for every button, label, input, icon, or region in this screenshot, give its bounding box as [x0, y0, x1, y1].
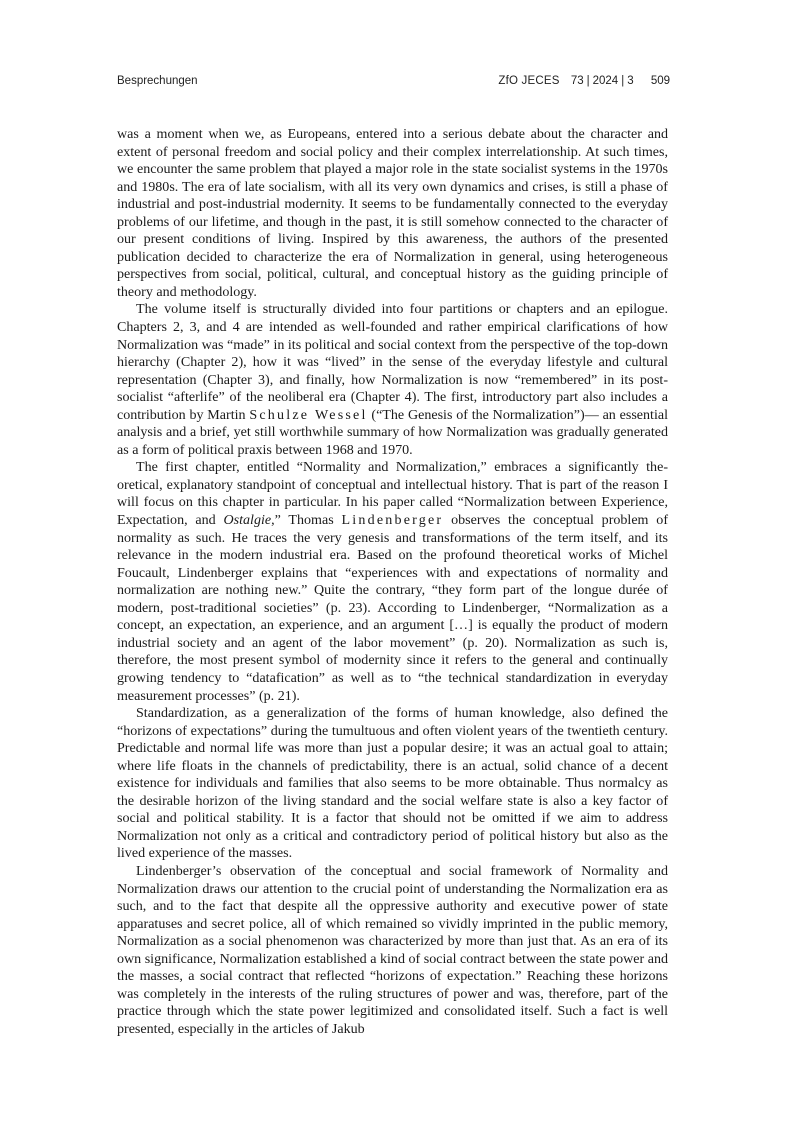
- article-body: [117, 126, 668, 1038]
- paragraph: Lindenberger’s observation of the conceptual and social framework of Normality and Normalization draws our attention to the crucial point of understanding the Normalization era as such, and to the fact that despite all the oppressive authority and executive power of state apparatuses and secret police, all of which remained so vividly imprinted in the public memory, Normalization as a social phenomenon was characterized by more than just that. As an era of its own significance, Normalization established a kind of social contract between the state power and the masses, a social contract that reflected “horizons of expectation.” Reaching these horizons was completely in the interests of the ruling structures of power and was, therefore, part of the practice through which the state power legitimized and consolidated itself. Such a fact is well presented, especially in the articles of Jakub: [117, 862, 668, 1037]
- italic-term: Ostalgie: [223, 512, 272, 529]
- issue-number: 3: [627, 75, 634, 87]
- year: 2024: [592, 75, 619, 87]
- paragraph: [117, 459, 668, 705]
- paragraph: [117, 301, 668, 459]
- journal-name: ZfO JECES: [498, 75, 560, 87]
- running-header: [117, 75, 670, 93]
- paragraph-text: The volume itself is structurally divided into four partitions or chapters and an epilogue. Chapters 2, 3, and 4 are intended as well-founded and rather empirical clarifications of how Normalization was “made” in its political and social context from the perspective of the top-down hierarchy (Chapter 2), how it was “lived” in the sense of the everyday lifestyle and cultural representation (Chapter 3), and finally, how Normalization is now “remembered” in its post-socialist “afterlife” of the neoliberal era (Chapter 4). The first, introductory part also includes a contribution by Martin: [117, 301, 668, 423]
- paragraph: was a moment when we, as Europeans, entered into a serious debate about the character and extent of personal freedom and social policy and their complex interrelationship. At such times, we encounter the same problem that played a major role in the state socialist systems in the 1970s and 1980s. The era of late socialism, with all its very own dynamics and crises, is still a phase of industrial and post-industrial modernity. It seems to be fundamentally connected to the everyday problems of our lifetime, and though in the past, it is still somehow connected to the character of our present conditions of living. Inspired by this awareness, the authors of the presented publication decided to characterize the era of Normalization in general, using heterogeneous perspectives from social, political, cultural, and conceptual history as the guiding principle of theory and methodology.: [117, 126, 668, 300]
- separator: |: [621, 75, 625, 87]
- paragraph-text: ,” Thomas: [271, 512, 342, 529]
- paragraph-text: The first chapter, entitled “Normality and Normalization,” embraces a significantly theoretical, explanatory standpoint of conceptual and intellectual history. That is part of the reason I will focus on this chapter in particular. In his paper called “Normalization between Experience, Expectation, and: [117, 459, 668, 529]
- paragraph-text: observes the conceptual problem of normality as such. He traces the very genesis and transformations of the term itself, and its relevance in the modern industrial era. Based on the profound theoretical works of Michel Foucault, Lindenberger explains that “experiences with and expectations of normality and normalization are nothing new.” Quite the contrary, “they form part of the longue durée of modern, post-traditional societies” (p. 23). According to Lindenberger, “Normalization as a concept, an expectation, an experience, and an argument […] is equally the product of modern industrial society and an agent of the labor movement” (p. 20). Normalization as such is, therefore, the most present symbol of modernity since it refers to the general and continually growing tendency to “datafication” as well as to “the technical standardization in everyday measurement processes” (p. 21).: [117, 512, 668, 704]
- volume-number: 73: [570, 75, 584, 87]
- journal-citation: [498, 75, 670, 87]
- author-name: Schulze Wessel: [249, 406, 368, 423]
- author-name: Lindenberger: [341, 512, 444, 529]
- paragraph: Standardization, as a generalization of the forms of human knowledge, also defined the “horizons of expectations” during the tumultuous and often violent years of the twentieth century. Predictable and normal life was more than just a popular desire; it was an actual goal to attain; where life floats in the channels of predictability, there is an actual, solid chance of a decent existence for individuals and families that also seems to be more obtainable. Thus normalcy as the desirable horizon of the living standard and the social welfare state is also a key factor of social and political stability. It is a factor that should not be omitted if we aim to address Normalization not only as a critical and contradictory period of political history but also as the lived experience of the masses.: [117, 705, 668, 862]
- separator: |: [586, 75, 590, 87]
- page-number: 509: [650, 75, 670, 87]
- paragraph-text: (“The Genesis of the Normalization”)— an essential analysis and a brief, yet still worthwhile summary of how Normalization was gradually generated as a form of political praxis between 1968 and 1970.: [117, 406, 668, 458]
- section-title: Besprechungen: [117, 75, 198, 87]
